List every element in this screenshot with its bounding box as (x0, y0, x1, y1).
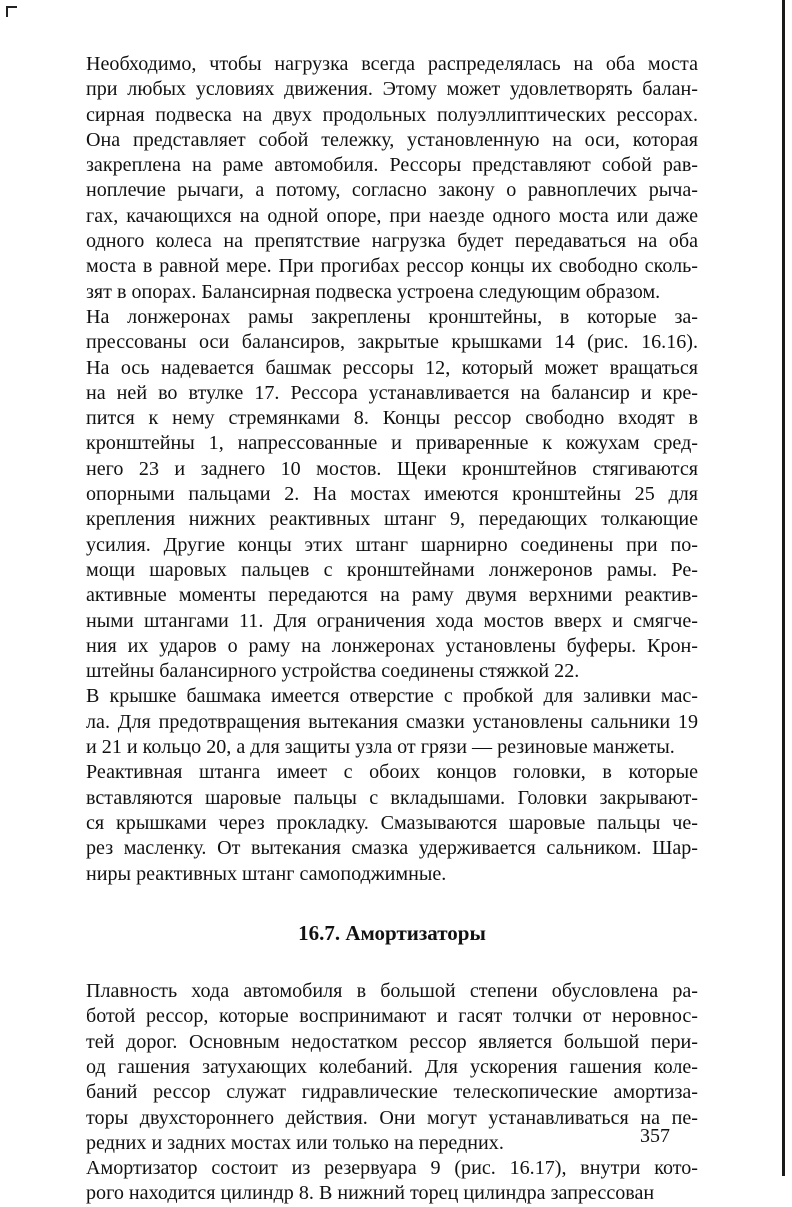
scan-edge-line (782, 0, 785, 1176)
page-number: 357 (640, 1125, 670, 1147)
text-line: ными штангами 11. Для ограничения хода мостов вверх и смягче- (86, 609, 698, 632)
text-line: На ось надевается башмак рессоры 12, который может вращаться (86, 356, 698, 379)
text-line: Амортизатор состоит из резервуара 9 (рис. 16.17), внутри кото- (86, 1157, 698, 1180)
text-line: моста в равной мере. При прогибах рессор концы их свободно сколь- (86, 255, 698, 278)
text-line: опорными пальцами 2. На мостах имеются кронштейны 25 для (86, 483, 698, 506)
text-line: ноплечие рычаги, а потому, согласно закону о равноплечих рыча- (86, 179, 698, 202)
document-page (86, 52, 698, 1207)
text-line: Реактивная штанга имеет с обоих концов головки, в которые (86, 761, 698, 784)
paragraph (86, 979, 698, 1156)
text-line: Плавность хода автомобиля в большой степени обусловлена ра- (86, 980, 698, 1003)
text-line: Она представляет собой тележку, установленную на оси, которая (86, 128, 698, 151)
text-line: На лонжеронах рамы закреплены кронштейны, в которые за- (86, 305, 698, 328)
scan-corner-mark (6, 6, 17, 17)
text-line: усилия. Другие концы этих штанг шарнирно соединены при по- (86, 533, 698, 556)
text-line: одного колеса на препятствие нагрузка будет передаваться на оба (86, 230, 698, 253)
text-line: на ней во втулке 17. Рессора устанавливается на балансир и кре- (86, 381, 698, 404)
text-line: од гашения затухающих колебаний. Для ускорения гашения коле- (86, 1055, 698, 1078)
text-line: Необходимо, чтобы нагрузка всегда распределялась на оба моста (86, 53, 698, 75)
text-line: сирная подвеска на двух продольных полуэллиптических рессорах. (86, 103, 698, 126)
text-line: гах, качающихся на одной опоре, при наезде одного моста или даже (86, 204, 698, 227)
text-line: ниры реактивных штанг самоподжимные. (86, 862, 447, 885)
text-line: ся крышками через прокладку. Смазываются шаровые пальцы че- (86, 811, 698, 834)
text-line: пится к нему стремянками 8. Концы рессор свободно входят в (86, 407, 698, 430)
text-line: вставляются шаровые пальцы с вкладышами. Головки закрывают- (86, 786, 698, 809)
text-line: редних и задних мостах или только на передних. (86, 1131, 504, 1154)
body-text-before (86, 52, 698, 887)
paragraph (86, 684, 698, 760)
text-line: кронштейны 1, напрессованные и приваренные к кожухам сред- (86, 432, 698, 455)
text-line: крепления нижних реактивных штанг 9, передающих толкающие (86, 508, 698, 531)
body-text-after (86, 979, 698, 1207)
text-line: закреплена на раме автомобиля. Рессоры представляют собой рав- (86, 154, 698, 177)
text-line: тей дорог. Основным недостатком рессор является большой пери- (86, 1030, 698, 1053)
text-line: В крышке башмака имеется отверстие с пробкой для заливки мас- (86, 685, 698, 708)
section-heading: 16.7. Амортизаторы (298, 920, 486, 945)
text-line: рого находится цилиндр 8. В нижний торец цилиндра запрессован (86, 1182, 655, 1205)
paragraph (86, 1156, 698, 1207)
text-line: ботой рессор, которые воспринимают и гасят толчки от неровнос- (86, 1005, 698, 1028)
paragraph (86, 760, 698, 886)
text-line: штейны балансирного устройства соединены стяжкой 22. (86, 660, 580, 683)
text-line: активные моменты передаются на раму двумя верхними реактив- (86, 584, 698, 607)
text-line: и 21 и кольцо 20, а для защиты узла от грязи — резиновые манжеты. (86, 736, 675, 759)
paragraph (86, 305, 698, 684)
paragraph (86, 52, 698, 305)
text-line: торы двухстороннего действия. Они могут устанавливаться на пе- (86, 1106, 698, 1129)
text-line: мощи шаровых пальцев с кронштейнами лонжеронов рамы. Ре- (86, 558, 698, 581)
text-line: при любых условиях движения. Этому может удовлетворять балан- (86, 78, 698, 101)
text-line: баний рессор служат гидравлические телескопические амортиза- (86, 1081, 698, 1104)
text-line: него 23 и заднего 10 мостов. Щеки кронштейнов стягиваются (86, 457, 698, 480)
text-line: ния их ударов о раму на лонжеронах установлены буферы. Крон- (86, 634, 698, 657)
text-line: прессованы оси балансиров, закрытые крышками 14 (рис. 16.16). (86, 331, 698, 354)
text-line: ла. Для предотвращения вытекания смазки установлены сальники 19 (86, 710, 698, 733)
text-line: зят в опорах. Балансирная подвеска устроена следующим образом. (86, 280, 661, 303)
text-line: рез масленку. От вытекания смазка удерживается сальником. Шар- (86, 837, 698, 860)
